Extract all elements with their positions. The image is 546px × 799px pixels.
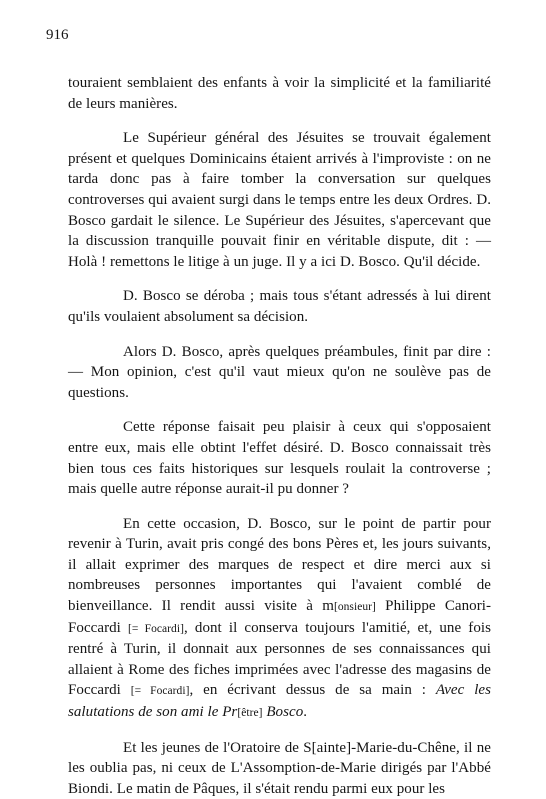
paragraph-oratory-youth: [68, 738, 491, 799]
paragraph-visits-turin: [68, 514, 491, 724]
bracket-insertion: [= Focardi]: [130, 685, 190, 698]
text-segment: Et les jeunes de l'Oratoire de S: [123, 739, 312, 756]
paragraph-response-effect: Cette réponse faisait peu plaisir à ceux qui s'opposaient entre eux, mais elle obtint l'effet désiré. D. Bosco connaissait très bien tous ces faits historiques sur lesquels roulait la controverse ; mais quelle autre réponse aurait-il pu donner ?: [68, 419, 491, 498]
paragraph-bosco-opinion: Alors D. Bosco, après quelques préambules, finit par dire : — Mon opinion, c'est qu'il vaut mieux qu'on ne soulève pas de questions.: [68, 343, 491, 401]
page-number: 916: [46, 27, 69, 43]
italic-dedication: Avec les salutations de son ami le Pr: [68, 682, 492, 721]
text-segment: .: [303, 704, 308, 721]
bracket-insertion: [être]: [237, 707, 263, 720]
text-segment: , en écrivant dessus de sa main :: [189, 682, 436, 699]
paragraph-continuation: touraient semblaient des enfants à voir la simplicité et la familiarité de leurs manières.: [68, 75, 491, 112]
text-segment: En cette occasion, D. Bosco, sur le point de partir pour revenir à Turin, avait pris congé des bons Pères et, les jours suivants, il allait exprimer des marques de respect et dire merci aux si nombreuses personnes importantes qui l'avaient comblé de bienveillance. Il rendit aussi visite à m: [68, 515, 491, 615]
italic-dedication: Bosco: [262, 704, 304, 721]
bracket-insertion: [= Focardi]: [127, 622, 184, 635]
text-segment: , dont il conserva toujours l'amitié, et, une fois rentré à Turin, il donnait aux personnes de ses connaissances qui allaient à Rome des fiches imprimées avec l'adresse des magasins de Foccardi: [68, 619, 491, 699]
text-segment: Philippe Canori-Foccardi: [68, 598, 491, 636]
text-segment: -Marie-du-Chêne, il ne les oublia pas, ni ceux de L'Assomption-de-Marie dirigés par l'Abbé Biondi. Le matin de Pâques, il s'était rendu parmi eux pour les: [68, 739, 491, 797]
paragraph-bosco-declined: D. Bosco se déroba ; mais tous s'étant adressés à lui dirent qu'ils voulaient absolument sa décision.: [68, 288, 491, 325]
paragraph-jesuits-dominicans: Le Supérieur général des Jésuites se trouvait également présent et quelques Dominicains étaient arrivés à l'improviste : on ne tarda donc pas à faire tomber la conversation sur quelques controverses qui avaient surgi dans le temps entre les deux Ordres. D. Bosco gardait le silence. Le Supérieur des Jésuites, s'apercevant que la discussion tranquille pouvait finir en véritable dispute, dit : — Holà ! remettons le litige à un juge. Il y a ici D. Bosco. Qu'il décide.: [68, 130, 491, 270]
bracket-insertion: [onsieur]: [333, 601, 376, 614]
bracket-insertion: [ainte]: [311, 739, 352, 756]
text-body: [68, 73, 491, 799]
